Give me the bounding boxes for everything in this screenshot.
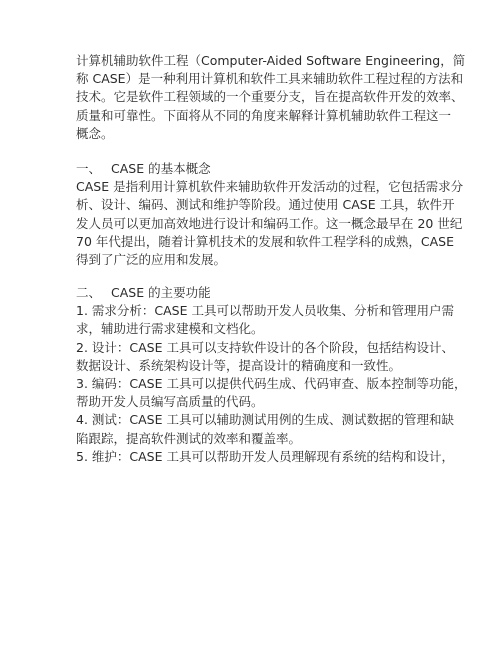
section-title: CASE 的主要功能 xyxy=(111,285,211,301)
text-line: 析、设计、编码、测试和维护等阶段。通过使用 CASE 工具，软件开 xyxy=(76,197,455,213)
text-line: 4. 测试：CASE 工具可以辅助测试用例的生成、测试数据的管理和缺 xyxy=(76,412,454,428)
section-heading xyxy=(76,284,436,302)
text-line: CASE 是指利用计算机软件来辅助软件开发活动的过程，它包括需求分 xyxy=(76,179,464,195)
section-basic-concept xyxy=(76,160,464,269)
intro-paragraph xyxy=(76,52,466,143)
section-main-functions xyxy=(76,284,467,466)
text-line: 得到了广泛的应用和发展。 xyxy=(76,251,227,267)
document-page xyxy=(76,52,467,466)
section-number: 一、 xyxy=(76,160,102,176)
text-line: 数据设计、系统架构设计等，提高设计的精确度和一致性。 xyxy=(76,357,402,373)
text-line: 2. 设计：CASE 工具可以支持软件设计的各个阶段，包括结构设计、 xyxy=(76,339,454,355)
text-line: 质量和可靠性。下面将从不同的角度来解释计算机辅助软件工程这一 xyxy=(76,107,452,123)
section-number: 二、 xyxy=(76,285,102,301)
text-line: 帮助开发人员编写高质量的代码。 xyxy=(76,394,264,410)
text-line: 称 CASE）是一种利用计算机和软件工具来辅助软件工程过程的方法和 xyxy=(76,71,464,87)
text-line: 技术。它是软件工程领域的一个重要分支，旨在提高软件开发的效率、 xyxy=(76,89,464,105)
text-line: 概念。 xyxy=(76,125,114,141)
section-title: CASE 的基本概念 xyxy=(111,160,211,176)
text-line: 计算机辅助软件工程（Computer-Aided Software Engineering，简 xyxy=(76,53,466,68)
text-line: 求，辅助进行需求建模和文档化。 xyxy=(76,321,264,337)
text-line: 发人员可以更加高效地进行设计和编码工作。这一概念最早在 20 世纪 xyxy=(76,215,463,231)
text-line: 5. 维护：CASE 工具可以帮助开发人员理解现有系统的结构和设计， xyxy=(76,448,454,464)
text-line: 1. 需求分析：CASE 工具可以帮助开发人员收集、分析和管理用户需 xyxy=(76,303,454,319)
text-line: 3. 编码：CASE 工具可以提供代码生成、代码审查、版本控制等功能， xyxy=(76,376,467,391)
text-line: 70 年代提出，随着计算机技术的发展和软件工程学科的成熟，CASE xyxy=(76,233,454,249)
text-line: 陷跟踪，提高软件测试的效率和覆盖率。 xyxy=(76,430,302,446)
section-heading xyxy=(76,160,436,178)
